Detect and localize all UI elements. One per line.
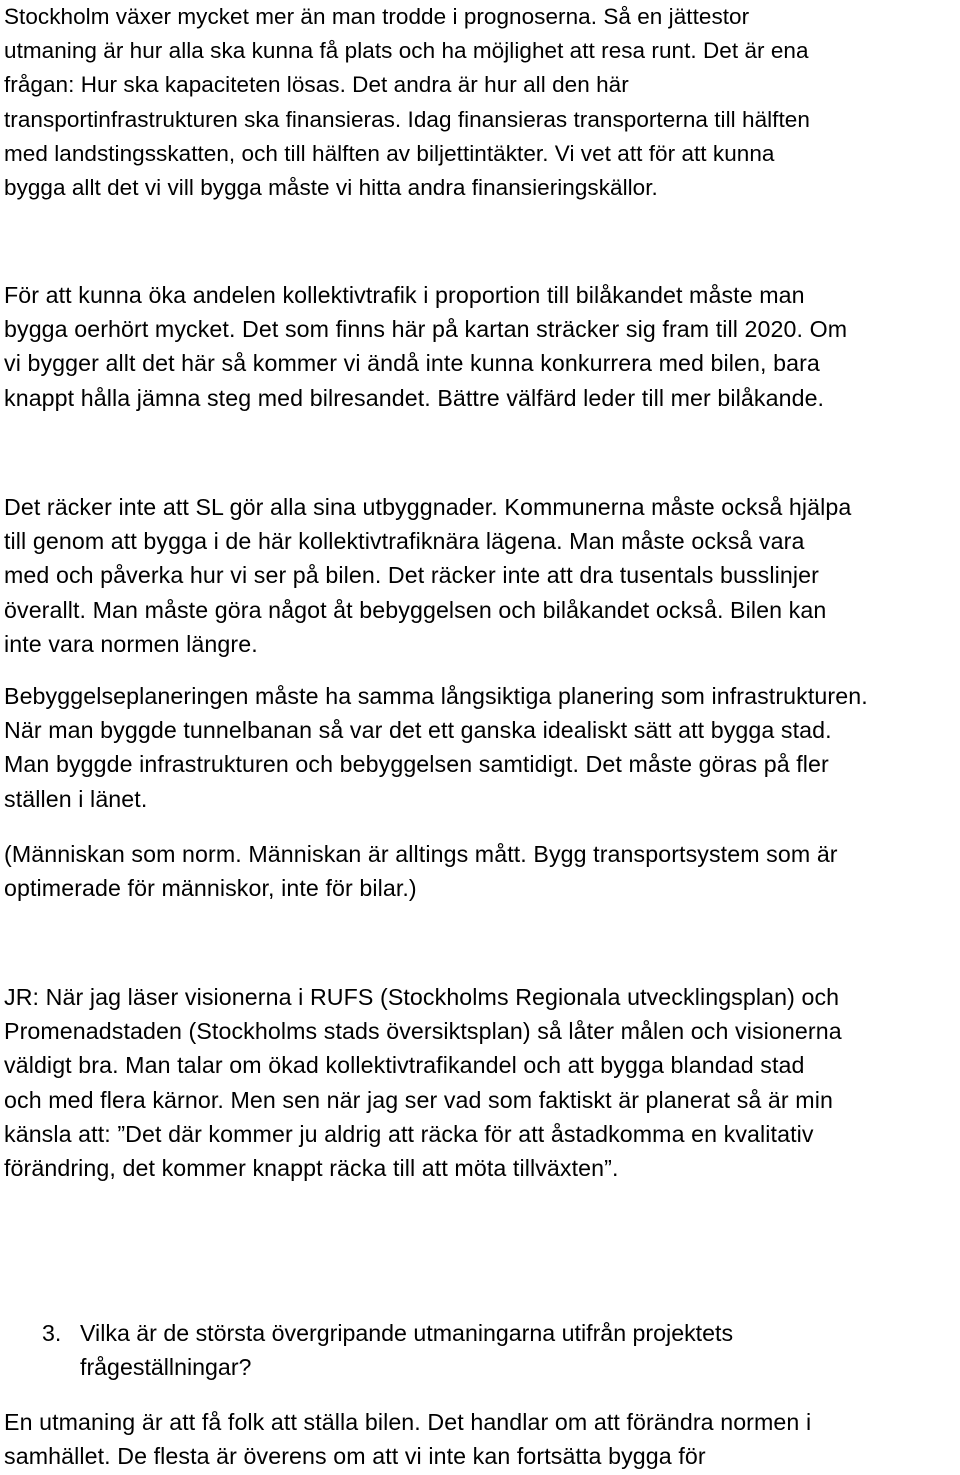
paragraph-7 [4,1405,811,1473]
text-line: En utmaning är att få folk att ställa bilen. Det handlar om att förändra normen i [4,1409,812,1435]
question-number: 3. [42,1320,62,1346]
question-text [80,1316,733,1384]
paragraph-6 [4,980,842,1185]
text-line: ställen i länet. [4,785,148,812]
text-line: med landstingsskatten, och till hälften av biljettintäkter. Vi vet att för att kunna [4,140,775,166]
text-line: För att kunna öka andelen kollektivtrafik i proportion till bilåkandet måste man [4,282,805,308]
text-line: förändring, det kommer knappt räcka till att möta tillväxten”. [4,1155,619,1182]
paragraph-3 [4,490,851,661]
text-line: transportinfrastrukturen ska finansieras. Idag finansieras transporterna till hälften [4,106,810,132]
text-line: bygga oerhört mycket. Det som finns här på kartan sträcker sig fram till 2020. Om [4,316,848,343]
text-line: (Människan som norm. Människan är alltings mått. Bygg transportsystem som är [4,841,838,867]
text-line: När man byggde tunnelbanan så var det ett ganska idealiskt sätt att bygga stad. [4,717,832,744]
text-line: optimerade för människor, inte för bilar.) [4,875,417,902]
text-line: Man byggde infrastrukturen och bebyggelsen samtidigt. Det måste göras på fler [4,751,829,778]
text-line: utmaning är hur alla ska kunna få plats och ha möjlighet att resa runt. Det är ena [4,38,809,64]
text-line: inte vara normen längre. [4,630,258,657]
text-line: Vilka är de största övergripande utmaningarna utifrån projektets [80,1320,734,1346]
text-line: Bebyggelseplaneringen måste ha samma långsiktiga planering som infrastrukturen. [4,683,868,709]
text-line: överallt. Man måste göra något åt bebyggelsen och bilåkandet också. Bilen kan [4,596,827,623]
paragraph-1 [4,0,810,205]
text-line: samhället. De flesta är överens om att vi inte kan fortsätta bygga för [4,1443,706,1470]
text-line: bygga allt det vi vill bygga måste vi hitta andra finansieringskällor. [4,175,658,201]
text-line: till genom att bygga i de här kollektivtrafiknära lägena. Man måste också vara [4,528,805,555]
text-line: frågan: Hur ska kapaciteten lösas. Det andra är hur all den här [4,72,629,98]
text-line: knappt hålla jämna steg med bilresandet. Bättre välfärd leder till mer bilåkande. [4,384,825,411]
text-line: vi bygger allt det här så kommer vi ändå inte kunna konkurrera med bilen, bara [4,350,820,377]
text-line: Promenadstaden (Stockholms stads översiktsplan) så låter målen och visionerna [4,1018,842,1045]
text-line: JR: När jag läser visionerna i RUFS (Stockholms Regionala utvecklingsplan) och [4,984,840,1010]
text-line: med och påverka hur vi ser på bilen. Det räcker inte att dra tusentals busslinjer [4,562,819,589]
text-line: känsla att: ”Det där kommer ju aldrig att räcka för att åstadkomma en kvalitativ [4,1120,814,1147]
paragraph-5 [4,837,838,905]
paragraph-4 [4,679,868,816]
text-line: Det räcker inte att SL gör alla sina utbyggnader. Kommunerna måste också hjälpa [4,494,852,520]
text-line: väldigt bra. Man talar om ökad kollektivtrafikandel och att bygga blandad stad [4,1052,805,1079]
text-line: och med flera kärnor. Men sen när jag ser vad som faktiskt är planerat så är min [4,1086,833,1113]
text-line: Stockholm växer mycket mer än man trodde i prognoserna. Så en jättestor [4,4,750,29]
text-line: frågeställningar? [80,1354,252,1381]
paragraph-2 [4,278,847,415]
